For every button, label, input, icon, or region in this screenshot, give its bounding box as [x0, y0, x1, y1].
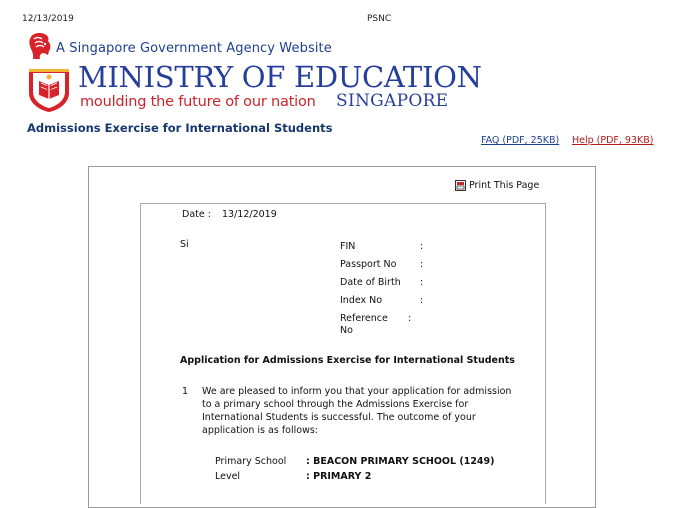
outcome-value-school: : BEACON PRIMARY SCHOOL (1249)	[306, 456, 495, 467]
letter-subject: Application for Admissions Exercise for International Students	[180, 355, 515, 366]
salutation: Si	[180, 239, 189, 250]
page-title: Admissions Exercise for International Students	[27, 121, 333, 135]
faq-link[interactable]: FAQ (PDF, 25KB)	[481, 135, 560, 146]
print-title: PSNC	[367, 14, 392, 24]
printer-icon	[455, 180, 466, 191]
paragraph-line: to a primary school through the Admissions Exercise for	[202, 399, 469, 410]
outcome-value-level: : PRIMARY 2	[306, 471, 372, 482]
print-page-label: Print This Page	[469, 180, 540, 191]
agency-text: A Singapore Government Agency Website	[56, 41, 332, 56]
ministry-name: MINISTRY OF EDUCATION	[78, 60, 482, 94]
field-label-reference: Reference	[340, 313, 388, 324]
help-link[interactable]: Help (PDF, 93KB)	[572, 135, 654, 146]
field-colon: :	[420, 277, 424, 288]
print-page-button[interactable]	[455, 180, 539, 191]
paragraph-line: We are pleased to inform you that your application for admission	[202, 386, 512, 397]
paragraph-number: 1	[182, 386, 189, 397]
outcome-label-school: Primary School	[215, 456, 287, 467]
lion-head-icon	[26, 31, 52, 61]
paragraph-line: application is as follows:	[202, 425, 318, 436]
paragraph-line: International Students is successful. The outcome of your	[202, 412, 476, 423]
moe-crest-icon	[25, 65, 73, 113]
date-label: Date :	[182, 209, 211, 220]
ministry-tagline: moulding the future of our nation	[80, 94, 316, 110]
field-label-passport: Passport No	[340, 259, 397, 270]
date-value: 13/12/2019	[222, 209, 277, 220]
print-date: 12/13/2019	[22, 14, 74, 24]
field-label-fin: FIN	[340, 241, 356, 252]
field-colon: :	[420, 295, 424, 306]
field-label-index: Index No	[340, 295, 383, 306]
field-colon: :	[420, 241, 424, 252]
outcome-label-level: Level	[215, 471, 241, 482]
field-label-reference-cont: No	[340, 325, 353, 336]
field-colon: :	[420, 259, 424, 270]
ministry-country: SINGAPORE	[336, 91, 449, 111]
field-label-dob: Date of Birth	[340, 277, 401, 288]
field-colon: :	[408, 313, 412, 324]
